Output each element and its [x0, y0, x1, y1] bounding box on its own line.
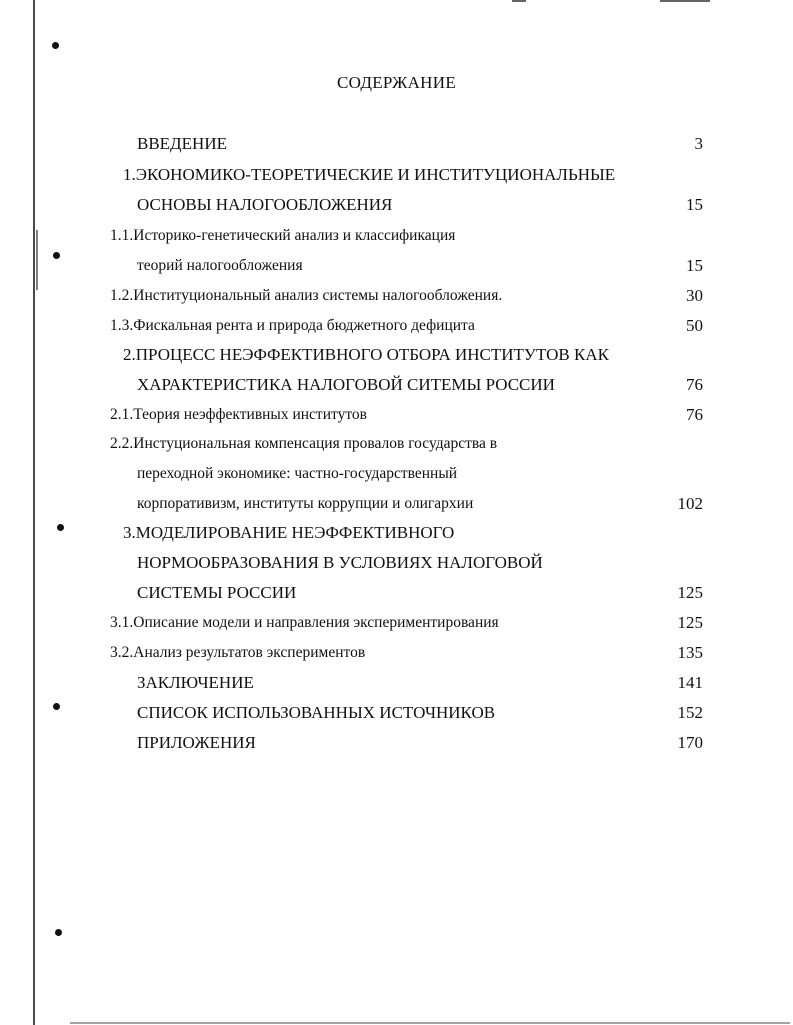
toc-entry-section-1-2: 1.2.Институциональный анализ системы налогообложения. [110, 287, 503, 304]
toc-entry-section-2-1: 2.1.Теория неэффективных институтов [110, 406, 367, 423]
toc-entry-chapter-2-cont: ХАРАКТЕРИСТИКА НАЛОГОВОЙ СИТЕМЫ РОССИИ [137, 375, 555, 394]
toc-page-number: 125 [677, 613, 703, 632]
toc-entry-references: СПИСОК ИСПОЛЬЗОВАННЫХ ИСТОЧНИКОВ [137, 703, 496, 722]
punch-hole-icon [53, 703, 60, 710]
punch-hole-icon [57, 524, 64, 531]
toc-entry-section-2-2: 2.2.Инстуциональная компенсация провалов государства в [110, 435, 498, 452]
toc-page-number: 170 [677, 733, 703, 752]
toc-entry-section-2-2-cont: корпоративизм, институты коррупции и олигархии [137, 495, 474, 512]
toc-entry-chapter-1-cont: ОСНОВЫ НАЛОГООБЛОЖЕНИЯ [137, 195, 393, 214]
page-title: СОДЕРЖАНИЕ [336, 73, 457, 92]
toc-page-number: 76 [686, 375, 703, 394]
toc-page-number: 152 [677, 703, 703, 722]
toc-entry-chapter-2: 2.ПРОЦЕСС НЕЭФФЕКТИВНОГО ОТБОРА ИНСТИТУТОВ КАК [123, 345, 609, 364]
toc-page-number: 125 [677, 583, 703, 602]
toc-page-number: 3 [694, 134, 703, 153]
scan-artifact [70, 1022, 790, 1024]
toc-page-number: 102 [677, 494, 703, 513]
toc-entry-chapter-1: 1.ЭКОНОМИКО-ТЕОРЕТИЧЕСКИЕ И ИНСТИТУЦИОНАЛЬНЫЕ [123, 165, 616, 184]
toc-entry-conclusion: ЗАКЛЮЧЕНИЕ [137, 673, 254, 692]
binding-edge-line [33, 0, 35, 1025]
binding-edge-line [36, 230, 38, 290]
toc-entry-section-3-2: 3.2.Анализ результатов экспериментов [110, 644, 366, 661]
toc-entry-chapter-3-cont: СИСТЕМЫ РОССИИ [137, 583, 297, 602]
toc-page-number: 50 [686, 316, 703, 335]
toc-entry-section-1-3: 1.3.Фискальная рента и природа бюджетного дефицита [110, 317, 475, 334]
toc-entry-chapter-3-cont: НОРМООБРАЗОВАНИЯ В УСЛОВИЯХ НАЛОГОВОЙ [137, 553, 543, 572]
toc-entry-appendices: ПРИЛОЖЕНИЯ [137, 733, 256, 752]
toc-entry-section-2-2-cont: переходной экономике: частно-государственный [137, 465, 458, 482]
toc-entry-introduction: ВВЕДЕНИЕ [137, 134, 227, 153]
toc-page-number: 30 [686, 286, 703, 305]
toc-entry-section-1-1: 1.1.Историко-генетический анализ и классификация [110, 227, 456, 244]
toc-page-number: 76 [686, 405, 703, 424]
punch-hole-icon [53, 252, 60, 259]
toc-entry-section-1-1-cont: теорий налогообложения [137, 257, 303, 274]
toc-entry-section-3-1: 3.1.Описание модели и направления экспериментирования [110, 614, 499, 631]
toc-page-number: 15 [686, 256, 703, 275]
punch-hole-icon [52, 42, 59, 49]
toc-page-number: 141 [677, 673, 703, 692]
punch-hole-icon [55, 929, 62, 936]
scan-artifact [660, 0, 710, 2]
toc-entry-chapter-3: 3.МОДЕЛИРОВАНИЕ НЕЭФФЕКТИВНОГО [123, 523, 455, 542]
toc-page-number: 15 [686, 195, 703, 214]
scan-artifact [512, 0, 526, 2]
toc-page-number: 135 [677, 643, 703, 662]
